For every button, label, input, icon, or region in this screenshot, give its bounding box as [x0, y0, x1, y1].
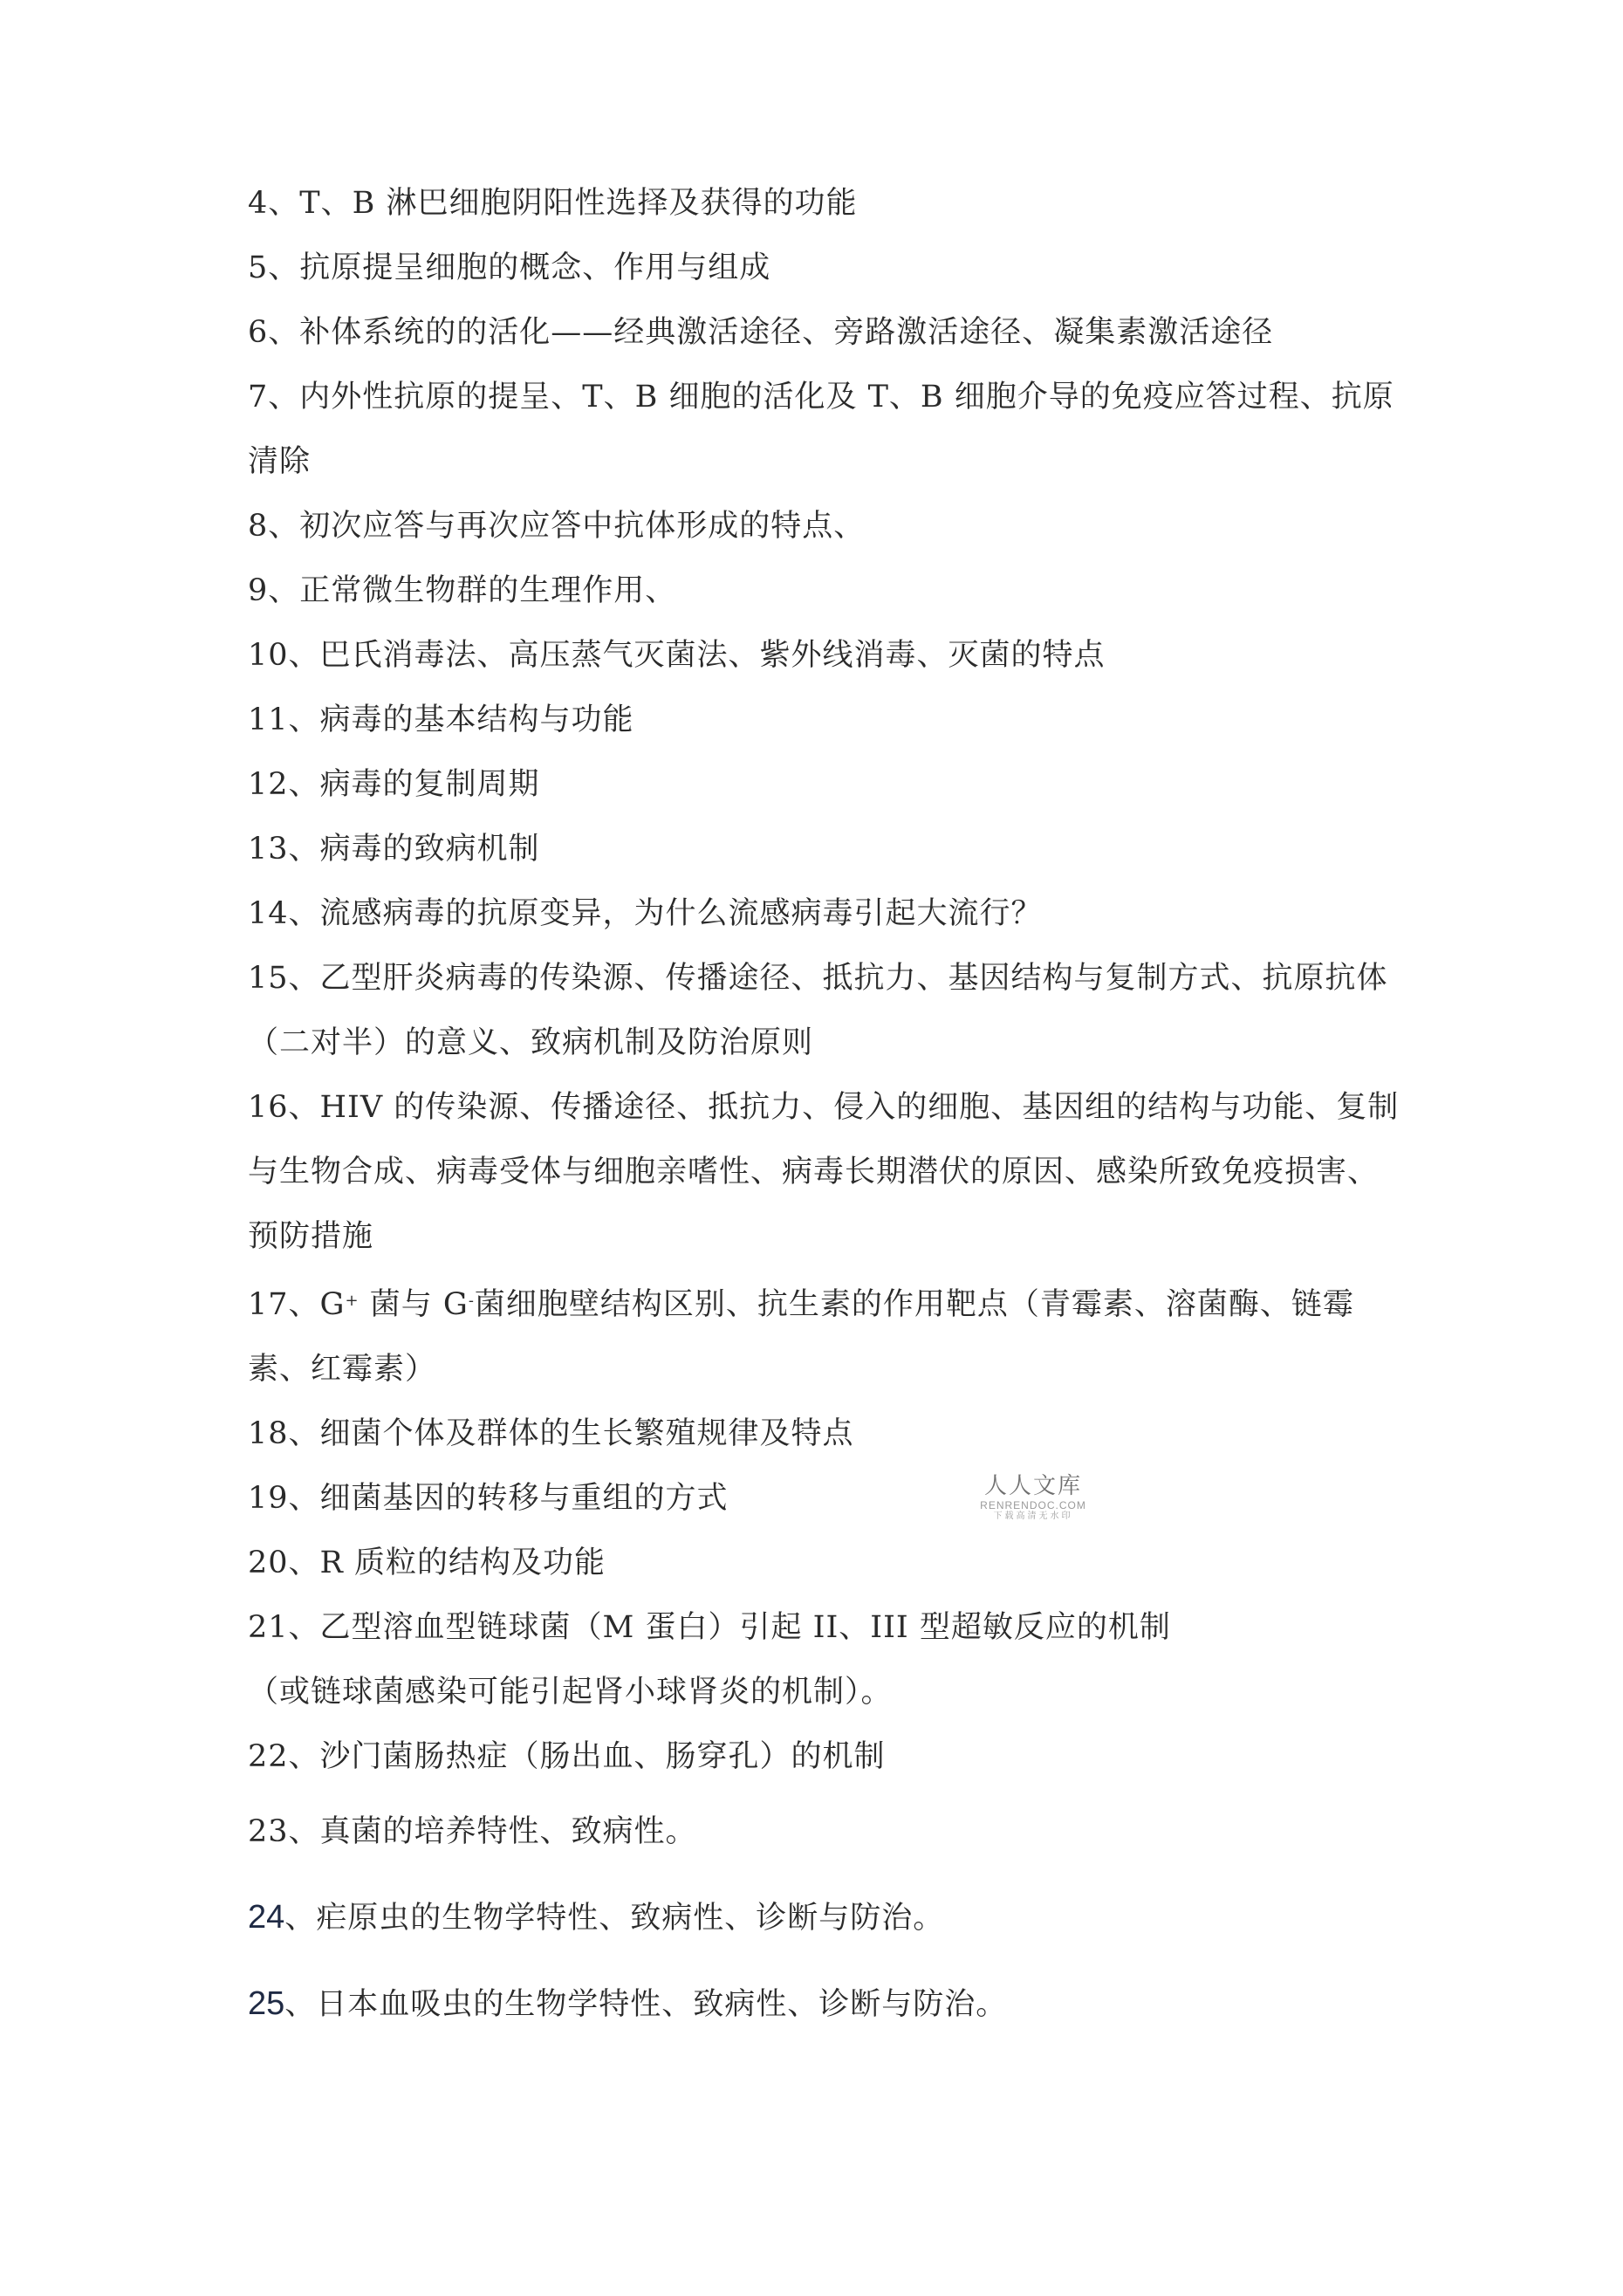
list-item: （或链球菌感染可能引起肾小球肾炎的机制）。	[248, 1675, 893, 1710]
list-item	[248, 1885, 1408, 1950]
item-number: 24	[248, 1899, 285, 1936]
list-item	[248, 1971, 1408, 2037]
list-item	[248, 1269, 1408, 1402]
list-item: 6、补体系统的的活化——经典激活途径、旁路激活途径、凝集素激活途径	[248, 315, 1274, 350]
list-item: 14、流感病毒的抗原变异，为什么流感病毒引起大流行？	[248, 896, 1043, 931]
watermark-logo	[972, 1473, 1094, 1522]
item-text: 、日本血吸虫的生物学特性、致病性、诊断与防治。	[284, 1987, 1008, 2022]
watermark-url: RENRENDOC.COM	[980, 1499, 1086, 1511]
list-item: 15、乙型肝炎病毒的传染源、传播途径、抵抗力、基因结构与复制方式、抗原抗体（二对半）的意义、致病机制及防治原则	[248, 961, 1388, 1060]
list-item: 20、R 质粒的结构及功能	[248, 1546, 606, 1580]
watermark-title: 人人文库	[983, 1473, 1082, 1499]
list-item: 19、细菌基因的转移与重组的方式	[248, 1481, 729, 1516]
list-item: 11、病毒的基本结构与功能	[248, 703, 634, 737]
outline-list	[248, 171, 1408, 2037]
list-item: 4、T、B 淋巴细胞阴阳性选择及获得的功能	[248, 186, 858, 221]
item-mid: 菌与 G	[359, 1287, 469, 1322]
list-item: 22、沙门菌肠热症（肠出血、肠穿孔）的机制	[248, 1739, 886, 1774]
list-item: 16、HIV 的传染源、传播途径、抵抗力、侵入的细胞、基因组的结构与功能、复制与生物合成、病毒受体与细胞亲嗜性、病毒长期潜伏的原因、感染所致免疫损害、预防措施	[248, 1090, 1400, 1254]
list-item: 12、病毒的复制周期	[248, 767, 540, 802]
list-item: 21、乙型溶血型链球菌（M 蛋白）引起 II、III 型超敏反应的机制	[248, 1610, 1171, 1645]
list-item: 5、抗原提呈细胞的概念、作用与组成	[248, 250, 771, 285]
item-rest: 菌细胞壁结构区别、抗生素的作用靶点（青霉素、溶菌酶、链霉素、红霉素）	[248, 1287, 1354, 1387]
superscript-plus: +	[345, 1292, 360, 1310]
item-number: 25	[248, 1985, 285, 2022]
list-item: 9、正常微生物群的生理作用、	[248, 573, 677, 608]
list-item: 7、内外性抗原的提呈、T、B 细胞的活化及 T、B 细胞介导的免疫应答过程、抗原清除	[248, 380, 1394, 479]
list-item: 13、病毒的致病机制	[248, 832, 540, 867]
item-text: 、疟原虫的生物学特性、致病性、诊断与防治。	[284, 1901, 945, 1936]
item-prefix: 17、G	[248, 1287, 346, 1322]
list-item: 18、细菌个体及群体的生长繁殖规律及特点	[248, 1416, 854, 1451]
superscript-minus: -	[468, 1292, 475, 1310]
list-item: 8、初次应答与再次应答中抗体形成的特点、	[248, 509, 866, 544]
watermark-subtitle: 下载高清无水印	[993, 1511, 1073, 1521]
list-item: 10、巴氏消毒法、高压蒸气灭菌法、紫外线消毒、灭菌的特点	[248, 638, 1106, 673]
list-item: 23、真菌的培养特性、致病性。	[248, 1814, 697, 1849]
